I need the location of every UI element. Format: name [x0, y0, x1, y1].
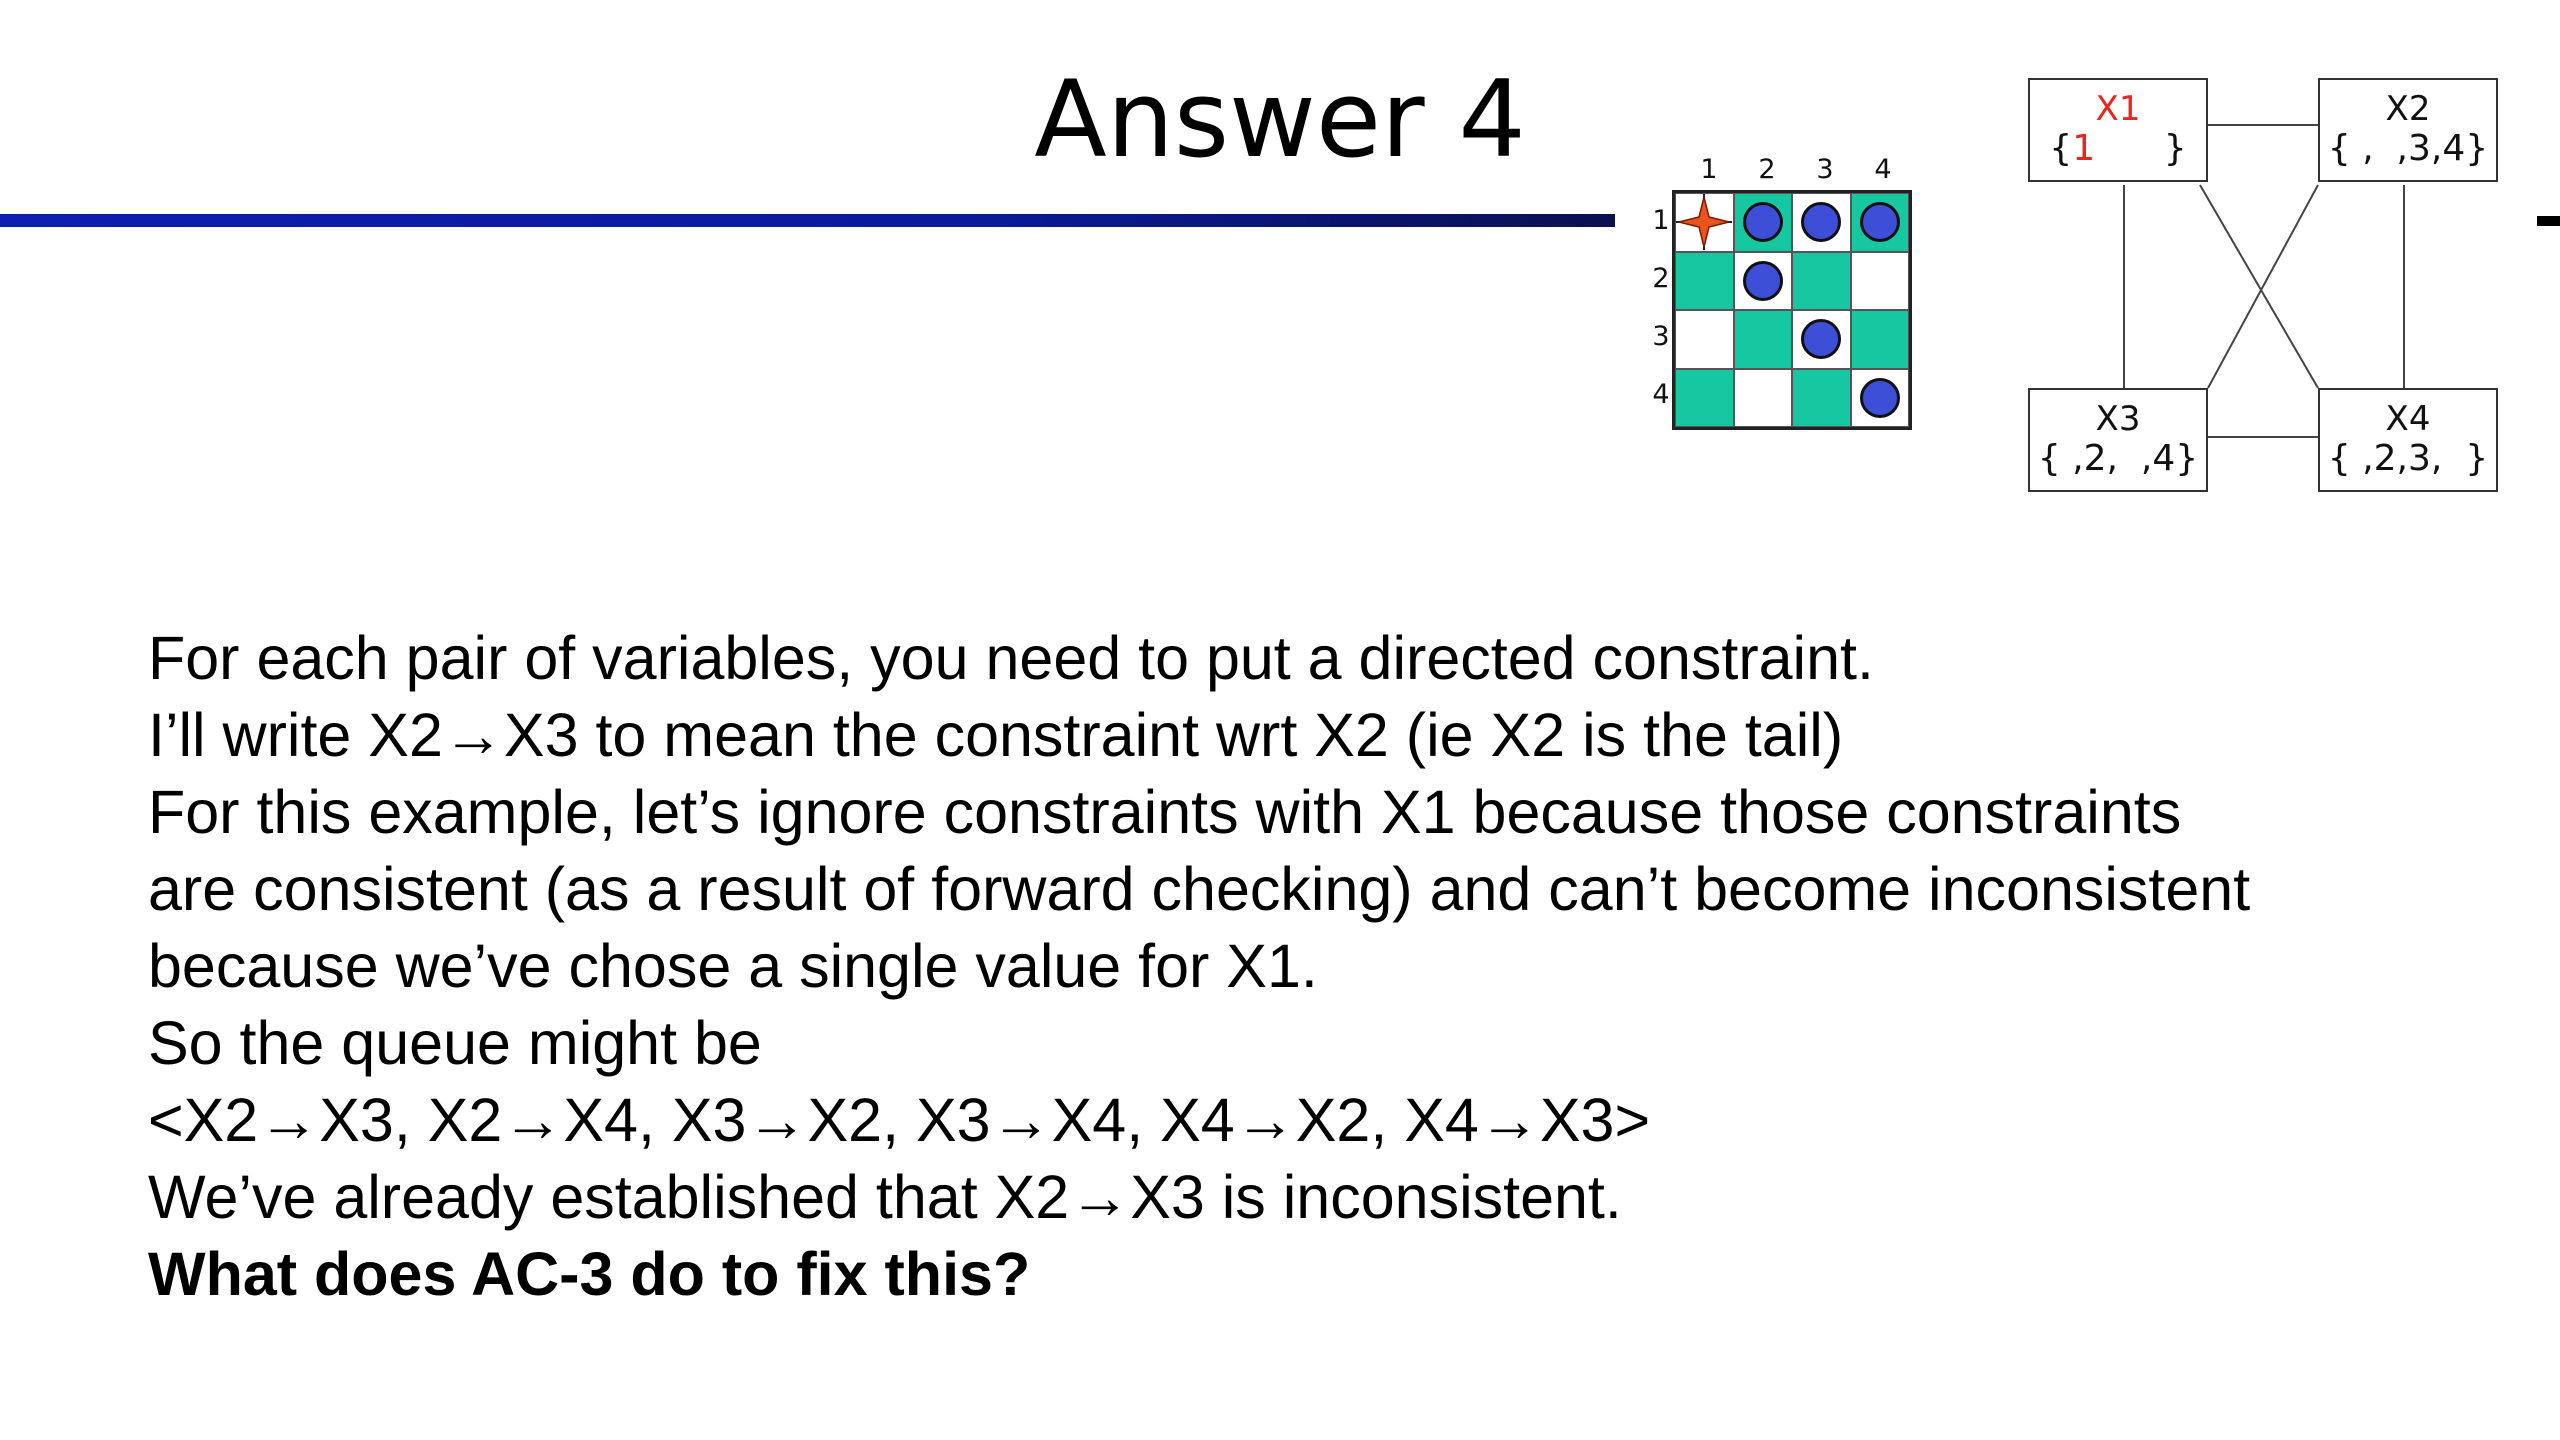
board-col-label: 2	[1758, 154, 1776, 185]
queen-star-icon	[1676, 194, 1732, 250]
board-cell	[1734, 310, 1793, 369]
board-cell	[1675, 252, 1734, 311]
title-divider-end	[2537, 216, 2560, 226]
body-line: We’ve already established that X2→X3 is inconsistent.	[148, 1163, 1622, 1231]
board-cell	[1734, 369, 1793, 428]
variable-node-x4	[2318, 388, 2498, 492]
variable-name: X3	[2095, 399, 2141, 439]
board-row-label: 1	[1652, 205, 1670, 236]
board-cell	[1675, 193, 1734, 252]
eliminated-value-dot	[1860, 202, 1900, 242]
board-col-label: 3	[1816, 154, 1834, 185]
edge-x2-x3	[2208, 185, 2318, 388]
board-row-label: 3	[1652, 321, 1670, 352]
arc-queue: <X2→X3, X2→X4, X3→X2, X3→X4, X4→X2, X4→X3>	[148, 1086, 1651, 1154]
board-cell	[1851, 369, 1910, 428]
board-cell	[1792, 310, 1851, 369]
body-line: For each pair of variables, you need to put a directed constraint.	[148, 624, 1874, 692]
body-line: I’ll write X2→X3 to mean the constraint wrt X2 (ie X2 is the tail)	[148, 701, 1844, 769]
title-divider	[0, 214, 1615, 227]
variable-name: X4	[2385, 399, 2431, 439]
four-queens-board	[1672, 190, 1912, 430]
board-cell	[1792, 369, 1851, 428]
variable-domain: { , ,3,4}	[2327, 128, 2489, 169]
variable-name: X2	[2385, 89, 2431, 129]
body-line: are consistent (as a result of forward checking) and can’t become inconsistent	[148, 855, 2251, 923]
edge-x1-x4	[2200, 185, 2318, 388]
board-cell	[1734, 252, 1793, 311]
board-cell	[1792, 252, 1851, 311]
board-cell	[1851, 193, 1910, 252]
variable-domain: {1 }	[2049, 128, 2187, 169]
board-cell	[1851, 252, 1910, 311]
variable-domain: { ,2, ,4}	[2037, 438, 2199, 479]
variable-node-x3	[2028, 388, 2208, 492]
board-cell	[1675, 310, 1734, 369]
board-cell	[1734, 193, 1793, 252]
variable-node-x2	[2318, 78, 2498, 182]
eliminated-value-dot	[1860, 378, 1900, 418]
board-col-label: 4	[1874, 154, 1892, 185]
board-row-label: 2	[1652, 263, 1670, 294]
question-text: What does AC-3 do to fix this?	[148, 1240, 1031, 1308]
board-row-label: 4	[1652, 379, 1670, 410]
eliminated-value-dot	[1743, 261, 1783, 301]
variable-node-x1	[2028, 78, 2208, 182]
board-col-label: 1	[1700, 154, 1718, 185]
variable-name: X1	[2095, 89, 2141, 129]
eliminated-value-dot	[1743, 202, 1783, 242]
variable-domain: { ,2,3, }	[2327, 438, 2489, 479]
board-cell	[1675, 369, 1734, 428]
slide-body	[148, 620, 2448, 1313]
eliminated-value-dot	[1801, 202, 1841, 242]
board-cell	[1851, 310, 1910, 369]
eliminated-value-dot	[1801, 319, 1841, 359]
board-cell	[1792, 193, 1851, 252]
body-line: because we’ve chose a single value for X1.	[148, 932, 1318, 1000]
body-line: For this example, let’s ignore constraints with X1 because those constraints	[148, 778, 2182, 846]
body-line: So the queue might be	[148, 1009, 762, 1077]
slide-title: Answer 4	[1034, 58, 1526, 181]
